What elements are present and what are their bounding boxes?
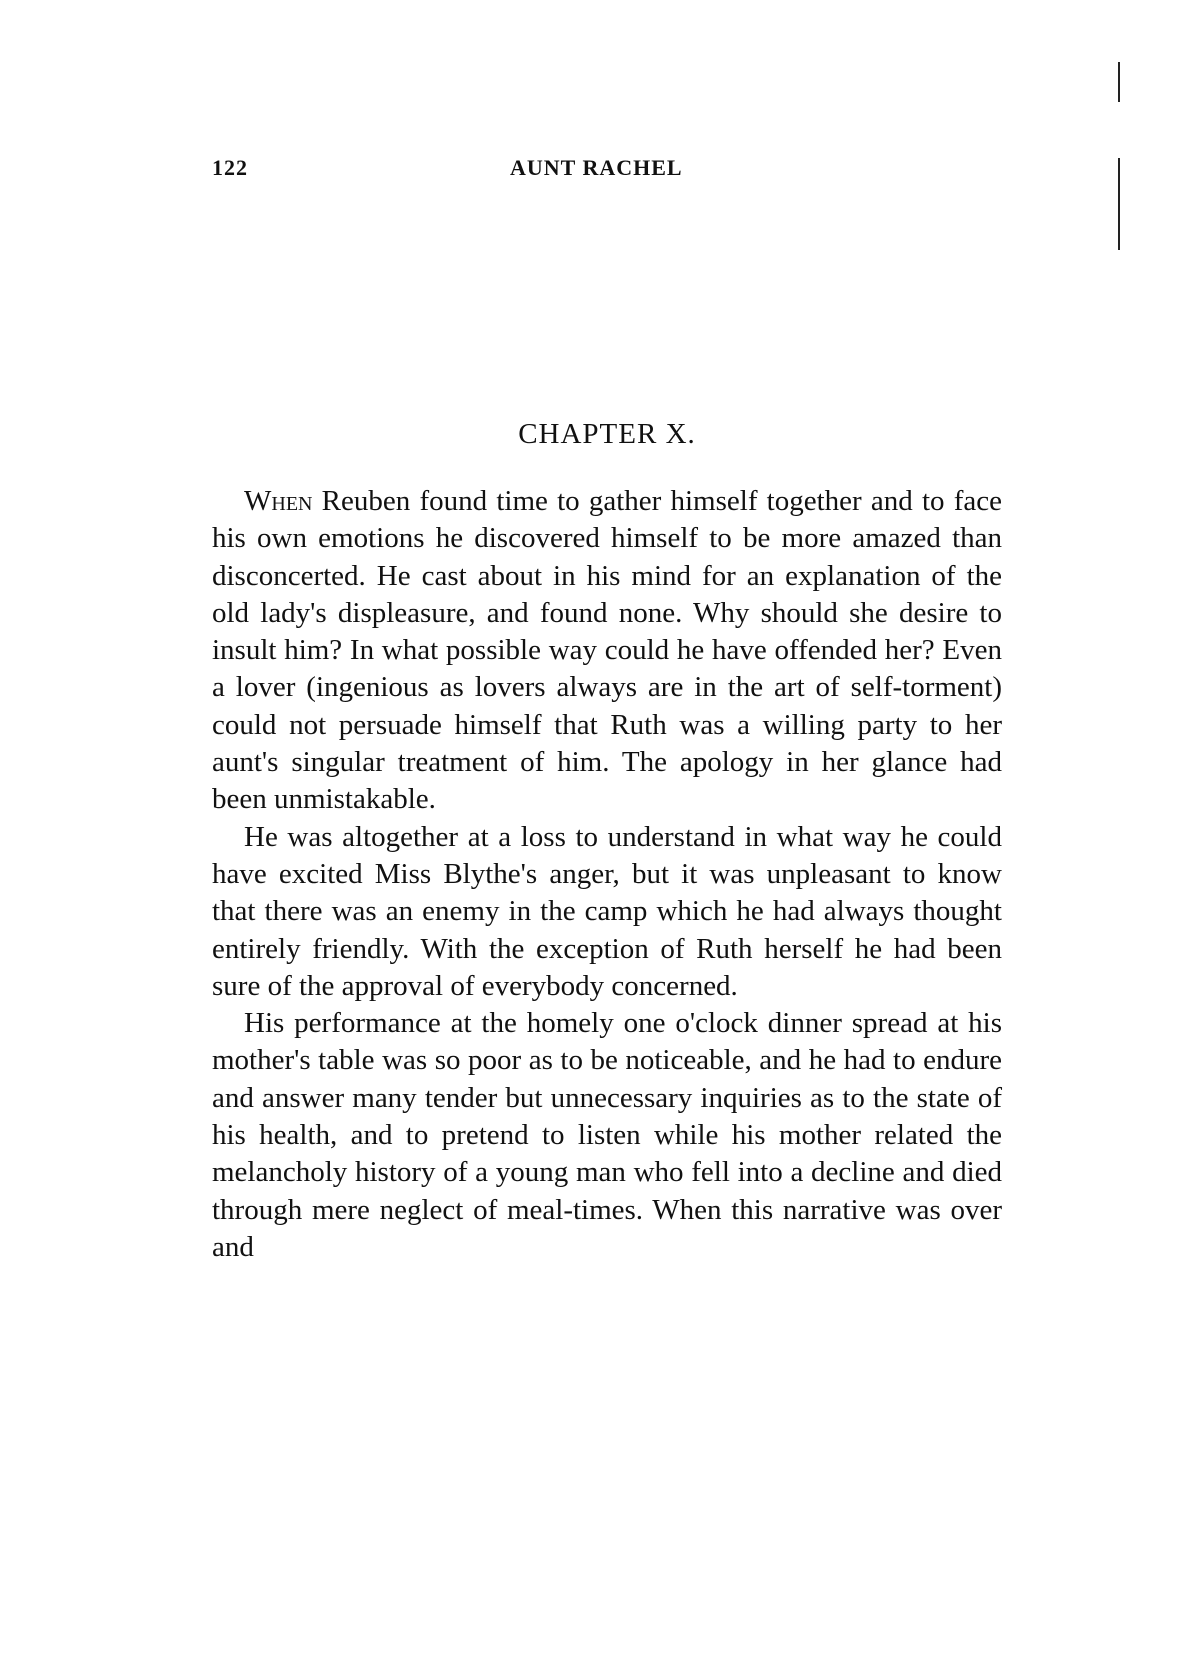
page-number: 122: [212, 155, 248, 180]
paragraph: [212, 819, 1002, 1005]
paragraph: [212, 1005, 1002, 1266]
margin-mark: [1118, 62, 1120, 102]
margin-mark: [1118, 158, 1120, 250]
paragraph-text: Reuben found time to gather himself together and to face his own emotions he discovered himself to be more amazed than disconcerted. He cast about in his mind for an explanation of the old lady's displeasure, and found none. Why should she desire to insult him? In what possible way could he have offended her? Even a lover (ingenious as lovers always are in the art of self-torment) could not persuade himself that Ruth was a willing party to her aunt's singular treatment of him. The apology in her glance had been unmistakable.: [212, 485, 1002, 816]
running-title: AUNT RACHEL: [510, 155, 683, 180]
paragraph-lead: When: [244, 485, 313, 517]
paragraph-text: His performance at the homely one o'clock dinner spread at his mother's table was so poor as to be noticeable, and he had to endure and answer many tender but unnecessary inquiries as to the state of his health, and to pretend to listen while his mother related the melancholy history of a young man who fell into a decline and died through mere neglect of meal-times. When this narrative was over and: [212, 1007, 1002, 1263]
paragraph-text: He was altogether at a loss to understand in what way he could have excited Miss Blythe's anger, but it was unpleasant to know that there was an enemy in the camp which he had always thought entirely friendly. With the exception of Ruth herself he had been sure of the approval of everybody concerned.: [212, 820, 1002, 1002]
running-head: [212, 155, 972, 185]
chapter-body: [212, 483, 1002, 1266]
chapter-heading: CHAPTER X.: [518, 418, 696, 450]
paragraph: [212, 483, 1002, 819]
